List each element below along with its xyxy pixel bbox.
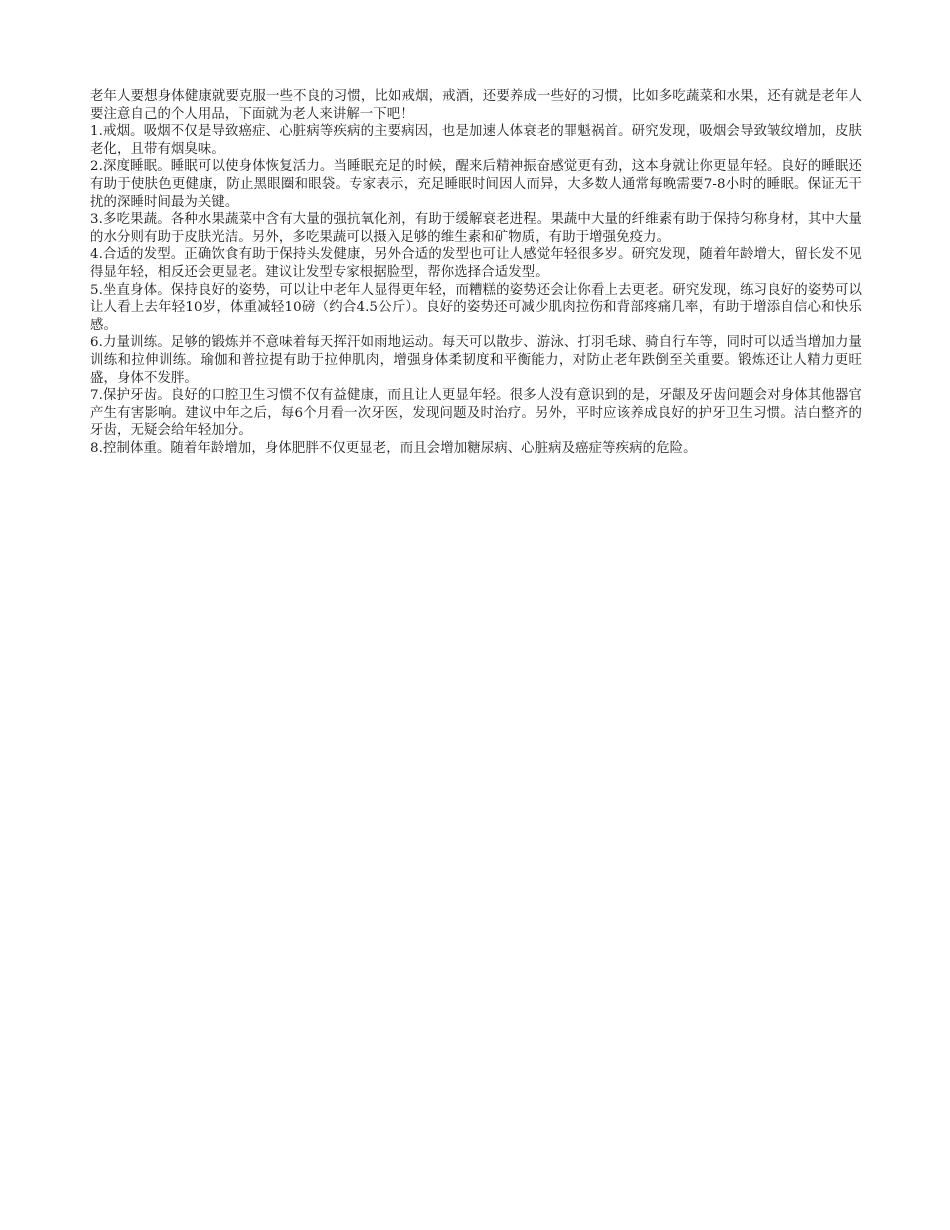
list-item-weight-control: 8.控制体重。随着年龄增加，身体肥胖不仅更显老，而且会增加糖尿病、心脏病及癌症等疾病的危险。 xyxy=(90,440,697,456)
document-body xyxy=(90,88,862,457)
list-item-deep-sleep: 2.深度睡眠。睡眠可以使身体恢复活力。当睡眠充足的时候，醒来后精神振奋感觉更有劲，这本身就让你更显年轻。良好的睡眠还有助于使肤色更健康，防止黑眼圈和眼袋。专家表示，充足睡眠时间因人而异，大多数人通常每晚需要7-8小时的睡眠。保证无干扰的深睡时间最为关键。 xyxy=(90,159,862,210)
list-item-posture: 5.坐直身体。保持良好的姿势，可以让中老年人显得更年轻，而糟糕的姿势还会让你看上去更老。研究发现，练习良好的姿势可以让人看上去年轻10岁，体重减轻10磅（约合4.5公斤）。良好的姿势还可减少肌肉拉伤和背部疼痛几率，有助于增添自信心和快乐感。 xyxy=(90,282,862,333)
list-item-teeth: 7.保护牙齿。良好的口腔卫生习惯不仅有益健康，而且让人更显年轻。很多人没有意识到的是，牙龈及牙齿问题会对身体其他器官产生有害影响。建议中年之后，每6个月看一次牙医，发现问题及时治疗。另外，平时应该养成良好的护牙卫生习惯。洁白整齐的牙齿，无疑会给年轻加分。 xyxy=(90,388,862,439)
intro-paragraph: 老年人要想身体健康就要克服一些不良的习惯，比如戒烟，戒酒，还要养成一些好的习惯，比如多吃蔬菜和水果，还有就是老年人要注意自己的个人用品，下面就为老人来讲解一下吧！ xyxy=(90,89,862,122)
list-item-strength-training: 6.力量训练。足够的锻炼并不意味着每天挥汗如雨地运动。每天可以散步、游泳、打羽毛球、骑自行车等，同时可以适当增加力量训练和拉伸训练。瑜伽和普拉提有助于拉伸肌肉，增强身体柔韧度和平衡能力，对防止老年跌倒至关重要。锻炼还让人精力更旺盛，身体不发胖。 xyxy=(90,335,862,386)
list-item-hairstyle: 4.合适的发型。正确饮食有助于保持头发健康，另外合适的发型也可让人感觉年轻很多岁。研究发现，随着年龄增大，留长发不见得显年轻，相反还会更显老。建议让发型专家根据脸型，帮你选择合适发型。 xyxy=(90,247,862,280)
list-item-quit-smoking: 1.戒烟。吸烟不仅是导致癌症、心脏病等疾病的主要病因，也是加速人体衰老的罪魁祸首。研究发现，吸烟会导致皱纹增加，皮肤老化，且带有烟臭味。 xyxy=(90,124,862,157)
list-item-fruits-vegetables: 3.多吃果蔬。各种水果蔬菜中含有大量的强抗氧化剂，有助于缓解衰老进程。果蔬中大量的纤维素有助于保持匀称身材，其中大量的水分则有助于皮肤光洁。另外，多吃果蔬可以摄入足够的维生素和矿物质，有助于增强免疫力。 xyxy=(90,212,862,245)
